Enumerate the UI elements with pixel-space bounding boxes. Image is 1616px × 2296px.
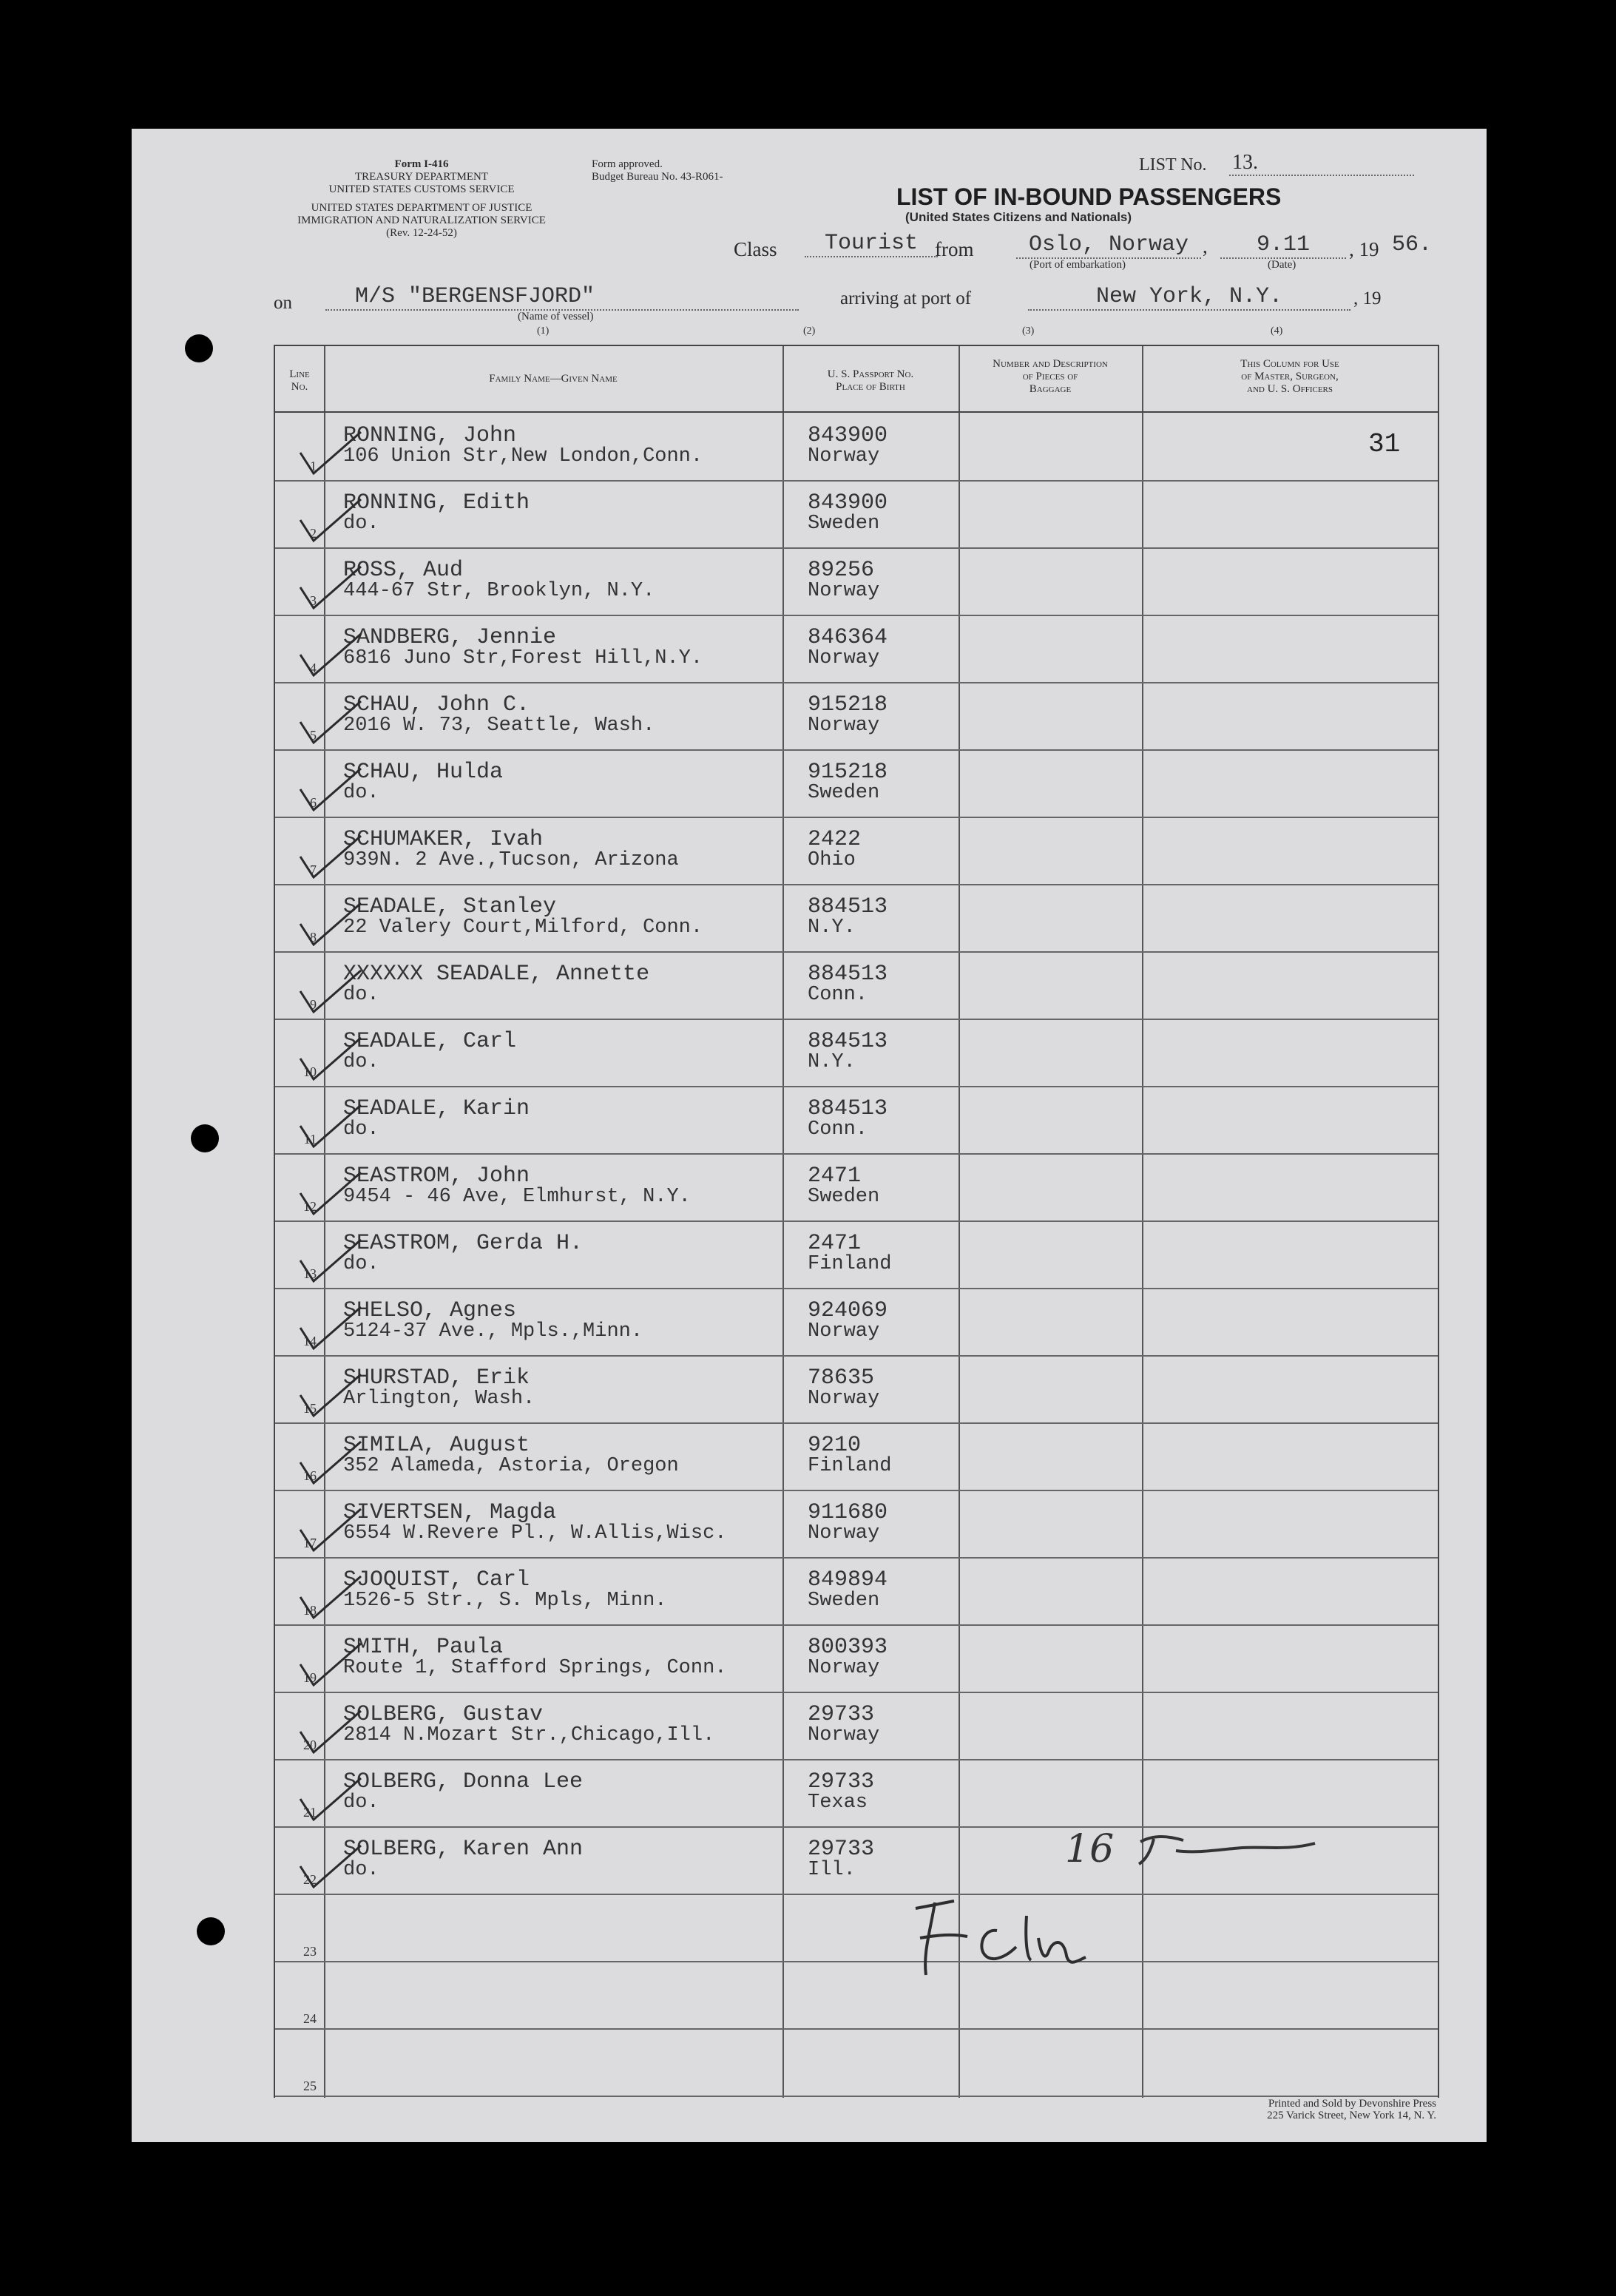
- form-number: Form I-416: [394, 158, 449, 170]
- table-row: [275, 616, 1438, 684]
- approval-block: [592, 158, 723, 183]
- embarkation-port: Oslo, Norway: [1016, 232, 1201, 259]
- checkmark-icon: [297, 969, 364, 1013]
- line-number: 16: [303, 1468, 317, 1483]
- punch-hole: [191, 1124, 219, 1152]
- passenger-address: 2016 W. 73, Seattle, Wash.: [343, 715, 655, 737]
- line-number: 18: [303, 1603, 317, 1618]
- passport-number: 911680: [808, 1500, 888, 1525]
- checkmark-icon: [297, 902, 364, 946]
- place-of-birth: Norway: [808, 1388, 880, 1410]
- place-of-birth: Finland: [808, 1253, 892, 1275]
- passport-number: 2471: [808, 1231, 862, 1256]
- passenger-name: SEASTROM, Gerda H.: [343, 1231, 584, 1256]
- place-of-birth: Conn.: [808, 1118, 868, 1141]
- header-line-no-1: Line: [289, 368, 310, 380]
- passenger-name: SOLBERG, Donna Lee: [343, 1769, 584, 1794]
- passenger-address: 939N. 2 Ave.,Tucson, Arizona: [343, 849, 679, 871]
- header-rule: [275, 411, 1438, 413]
- list-number-value: 13.: [1232, 151, 1258, 174]
- class-label: Class: [734, 238, 777, 260]
- passenger-name: RONNING, Edith: [343, 490, 530, 516]
- place-of-birth: Norway: [808, 1657, 880, 1679]
- ins-line: IMMIGRATION AND NATURALIZATION SERVICE: [297, 215, 546, 226]
- checkmark-icon: [297, 1306, 364, 1350]
- place-of-birth: Norway: [808, 715, 880, 737]
- document-title: LIST OF IN-BOUND PASSENGERS: [896, 183, 1282, 210]
- checkmark-icon: [297, 1440, 364, 1485]
- place-of-birth: Ill.: [808, 1859, 856, 1881]
- header-passport-2: Place of Birth: [836, 381, 905, 393]
- comma: ,: [1203, 235, 1208, 257]
- justice-line: UNITED STATES DEPARTMENT OF JUSTICE: [311, 202, 533, 214]
- line-number: 1: [310, 459, 317, 473]
- passport-number: 884513: [808, 894, 888, 919]
- table-row: [275, 1222, 1438, 1290]
- checkmark-icon: [297, 565, 364, 610]
- passport-number: 2422: [808, 827, 862, 852]
- header-baggage-2: of Pieces of: [1022, 371, 1078, 382]
- arrival-port: New York, N.Y.: [1028, 284, 1350, 311]
- header-baggage: [959, 358, 1142, 396]
- passport-number: 29733: [808, 1702, 875, 1727]
- passport-number: 915218: [808, 760, 888, 785]
- line-number: 10: [303, 1064, 317, 1079]
- line-number: 25: [303, 2079, 317, 2093]
- passenger-name: SHELSO, Agnes: [343, 1298, 517, 1323]
- checkmark-icon: [297, 632, 364, 677]
- list-number-field: [1229, 151, 1414, 176]
- passenger-name: ROSS, Aud: [343, 558, 464, 583]
- document-subtitle: (United States Citizens and Nationals): [905, 210, 1132, 224]
- date-caption: (Date): [1268, 259, 1296, 271]
- passport-number: 849894: [808, 1567, 888, 1593]
- passenger-name: SIMILA, August: [343, 1433, 530, 1458]
- passport-number: 29733: [808, 1769, 875, 1794]
- officer-signature: [908, 1886, 1130, 1982]
- table-row: [275, 1895, 1438, 1963]
- punch-hole: [185, 334, 213, 362]
- checkmark-icon: [297, 498, 364, 542]
- passenger-address: do.: [343, 782, 379, 804]
- place-of-birth: Norway: [808, 580, 880, 602]
- line-number: 17: [303, 1536, 317, 1550]
- table-row: [275, 1626, 1438, 1694]
- passenger-address: 6816 Juno Str,Forest Hill,N.Y.: [343, 647, 703, 669]
- header-passport-1: U. S. Passport No.: [827, 368, 914, 380]
- passenger-address: do.: [343, 513, 379, 535]
- punch-hole: [197, 1917, 225, 1945]
- passport-number: 915218: [808, 692, 888, 718]
- line-number: 13: [303, 1266, 317, 1281]
- passenger-name: SANDBERG, Jennie: [343, 625, 557, 650]
- arriving-label: arriving at port of: [840, 288, 972, 308]
- customs-line: UNITED STATES CUSTOMS SERVICE: [328, 183, 515, 195]
- table-row: [275, 1357, 1438, 1425]
- place-of-birth: Ohio: [808, 849, 856, 871]
- passenger-name: SCHAU, John C.: [343, 692, 530, 718]
- checkmark-icon: [297, 1642, 364, 1686]
- checkmark-icon: [297, 834, 364, 879]
- printer-imprint: [1182, 2098, 1436, 2121]
- table-row: [275, 414, 1438, 482]
- place-of-birth: Norway: [808, 647, 880, 669]
- line-number: 24: [303, 2011, 317, 2026]
- passenger-address: Route 1, Stafford Springs, Conn.: [343, 1657, 727, 1679]
- checkmark-icon: [297, 1104, 364, 1148]
- header-officers-1: This Column for Use: [1240, 358, 1339, 370]
- passenger-name: SCHAU, Hulda: [343, 760, 504, 785]
- passport-number: 843900: [808, 490, 888, 516]
- passenger-address: do.: [343, 1118, 379, 1141]
- passenger-address: 22 Valery Court,Milford, Conn.: [343, 916, 703, 939]
- line-number: 4: [310, 661, 317, 675]
- table-row: [275, 482, 1438, 550]
- passport-number: 846364: [808, 625, 888, 650]
- passenger-address: do.: [343, 1253, 379, 1275]
- line-number: 7: [310, 862, 317, 877]
- list-number-label: LIST No.: [1139, 155, 1207, 175]
- passenger-name: SEASTROM, John: [343, 1164, 530, 1189]
- table-row: [275, 549, 1438, 617]
- line-number: 22: [303, 1872, 317, 1887]
- vessel-name: [325, 284, 799, 311]
- passenger-name: SJOQUIST, Carl: [343, 1567, 530, 1593]
- place-of-birth: Norway: [808, 445, 880, 467]
- checkmark-icon: [297, 1373, 364, 1417]
- checkmark-icon: [297, 1844, 364, 1888]
- table-row: [275, 683, 1438, 752]
- line-number: 14: [303, 1334, 317, 1348]
- passenger-name: SHURSTAD, Erik: [343, 1365, 530, 1391]
- header-baggage-1: Number and Description: [993, 358, 1108, 370]
- place-of-birth: Texas: [808, 1792, 868, 1814]
- passport-number: 800393: [808, 1635, 888, 1660]
- departure-date: 9.11: [1220, 232, 1346, 259]
- place-of-birth: Norway: [808, 1320, 880, 1343]
- passenger-address: do.: [343, 984, 379, 1006]
- passenger-name: SIVERTSEN, Magda: [343, 1500, 557, 1525]
- table-row: [275, 885, 1438, 953]
- col1-number: (1): [537, 325, 550, 337]
- port-caption: (Port of embarkation): [1030, 259, 1126, 271]
- passport-number: 78635: [808, 1365, 875, 1391]
- place-of-birth: N.Y.: [808, 1051, 856, 1073]
- passenger-address: 106 Union Str,New London,Conn.: [343, 445, 703, 467]
- table-row: [275, 1289, 1438, 1357]
- passenger-address: 5124-37 Ave., Mpls.,Minn.: [343, 1320, 643, 1343]
- place-of-birth: Conn.: [808, 984, 868, 1006]
- year-prefix: , 19: [1349, 238, 1379, 260]
- passport-number: 924069: [808, 1298, 888, 1323]
- line-number: 3: [310, 593, 317, 608]
- table-row: [275, 953, 1438, 1021]
- margin-note: 31: [1368, 429, 1401, 459]
- passport-number: 884513: [808, 1029, 888, 1054]
- rev-line: (Rev. 12-24-52): [386, 227, 457, 239]
- checkmark-icon: [297, 430, 364, 475]
- table-row: [275, 1020, 1438, 1088]
- table-row: [275, 818, 1438, 886]
- place-of-birth: Sweden: [808, 513, 880, 535]
- line-number: 12: [303, 1199, 317, 1214]
- passenger-name: RONNING, John: [343, 423, 517, 448]
- passport-number: 89256: [808, 558, 875, 583]
- line-number: 2: [310, 526, 317, 541]
- passenger-name: SOLBERG, Karen Ann: [343, 1837, 584, 1862]
- header-line-no-2: No.: [291, 381, 308, 393]
- checkmark-icon: [297, 700, 364, 744]
- on-label: on: [274, 293, 292, 313]
- printer-line-2: 225 Varick Street, New York 14, N. Y.: [1267, 2110, 1436, 2121]
- place-of-birth: Norway: [808, 1724, 880, 1746]
- line-number: 11: [303, 1132, 317, 1147]
- passport-number: 884513: [808, 962, 888, 987]
- approved-line: Form approved.: [592, 158, 663, 170]
- passenger-address: do.: [343, 1792, 379, 1814]
- passenger-name: SOLBERG, Gustav: [343, 1702, 544, 1727]
- vessel-caption: (Name of vessel): [518, 311, 594, 323]
- from-label: from: [935, 238, 974, 260]
- checkmark-icon: [297, 1171, 364, 1215]
- header-officers: [1142, 358, 1438, 396]
- place-of-birth: Norway: [808, 1522, 880, 1544]
- header-line-no: [275, 368, 324, 394]
- line-number: 19: [303, 1670, 317, 1685]
- passenger-name: SEADALE, Karin: [343, 1096, 530, 1121]
- handwritten-count: 16: [1065, 1827, 1115, 1871]
- passenger-address: 2814 N.Mozart Str.,Chicago,Ill.: [343, 1724, 715, 1746]
- arrival-year: , 19: [1353, 288, 1382, 308]
- checkmark-icon: [297, 1507, 364, 1552]
- checkmark-icon: [297, 1036, 364, 1081]
- place-of-birth: Sweden: [808, 1590, 880, 1612]
- class-value: Tourist: [805, 231, 938, 257]
- passenger-name: SMITH, Paula: [343, 1635, 504, 1660]
- passenger-name: SEADALE, Stanley: [343, 894, 557, 919]
- checkmark-icon: [297, 1238, 364, 1283]
- passenger-address: 352 Alameda, Astoria, Oregon: [343, 1455, 679, 1477]
- passenger-name: SCHUMAKER, Ivah: [343, 827, 544, 852]
- table-row: [275, 1424, 1438, 1492]
- col3-number: (3): [1022, 325, 1035, 337]
- checkmark-icon: [297, 1575, 364, 1619]
- passenger-address: 444-67 Str, Brooklyn, N.Y.: [343, 580, 655, 602]
- table-row: [275, 1087, 1438, 1155]
- printer-line-1: Printed and Sold by Devonshire Press: [1268, 2098, 1436, 2110]
- line-number: 8: [310, 930, 317, 945]
- table-row: [275, 1155, 1438, 1223]
- col4-number: (4): [1271, 325, 1283, 337]
- place-of-birth: N.Y.: [808, 916, 856, 939]
- passenger-address: 9454 - 46 Ave, Elmhurst, N.Y.: [343, 1186, 691, 1208]
- initials-signature: [1124, 1821, 1324, 1873]
- header-officers-3: and U. S. Officers: [1247, 383, 1333, 395]
- passport-number: 2471: [808, 1164, 862, 1189]
- passenger-name: XXXXXX SEADALE, Annette: [343, 962, 650, 987]
- checkmark-icon: [297, 1709, 364, 1754]
- passenger-address: do.: [343, 1859, 379, 1881]
- table-row: [275, 1693, 1438, 1761]
- checkmark-icon: [297, 767, 364, 811]
- passenger-name: SEADALE, Carl: [343, 1029, 517, 1054]
- table-row: [275, 751, 1438, 819]
- passport-number: 9210: [808, 1433, 862, 1458]
- table-row: [275, 2030, 1438, 2098]
- passenger-address: Arlington, Wash.: [343, 1388, 535, 1410]
- header-baggage-3: Baggage: [1029, 383, 1072, 395]
- table-row: [275, 1760, 1438, 1829]
- line-number: 9: [310, 997, 317, 1012]
- passenger-address: 6554 W.Revere Pl., W.Allis,Wisc.: [343, 1522, 727, 1544]
- passport-number: 29733: [808, 1837, 875, 1862]
- budget-line: Budget Bureau No. 43-R061-: [592, 171, 723, 183]
- line-number: 23: [303, 1944, 317, 1959]
- line-number: 5: [310, 728, 317, 743]
- line-number: 21: [303, 1805, 317, 1820]
- table-row: [275, 1559, 1438, 1627]
- header-name: Family Name—Given Name: [489, 373, 618, 385]
- passport-number: 884513: [808, 1096, 888, 1121]
- col2-number: (2): [803, 325, 816, 337]
- passenger-address: do.: [343, 1051, 379, 1073]
- header-passport: [782, 368, 959, 394]
- form-agency-block: [274, 158, 569, 240]
- place-of-birth: Sweden: [808, 782, 880, 804]
- year-value: 56.: [1392, 232, 1433, 257]
- table-row: [275, 1962, 1438, 2030]
- treasury-line: TREASURY DEPARTMENT: [354, 171, 489, 183]
- vessel-text: M/S "BERGENSFJORD": [355, 284, 595, 309]
- line-number: 15: [303, 1401, 317, 1416]
- checkmark-icon: [297, 1777, 364, 1821]
- header-officers-2: of Master, Surgeon,: [1241, 371, 1339, 382]
- table-row: [275, 1491, 1438, 1559]
- passport-number: 843900: [808, 423, 888, 448]
- line-number: 6: [310, 795, 317, 810]
- passenger-address: 1526-5 Str., S. Mpls, Minn.: [343, 1590, 667, 1612]
- place-of-birth: Sweden: [808, 1186, 880, 1208]
- place-of-birth: Finland: [808, 1455, 892, 1477]
- row-rule: [275, 2096, 1438, 2097]
- line-number: 20: [303, 1738, 317, 1752]
